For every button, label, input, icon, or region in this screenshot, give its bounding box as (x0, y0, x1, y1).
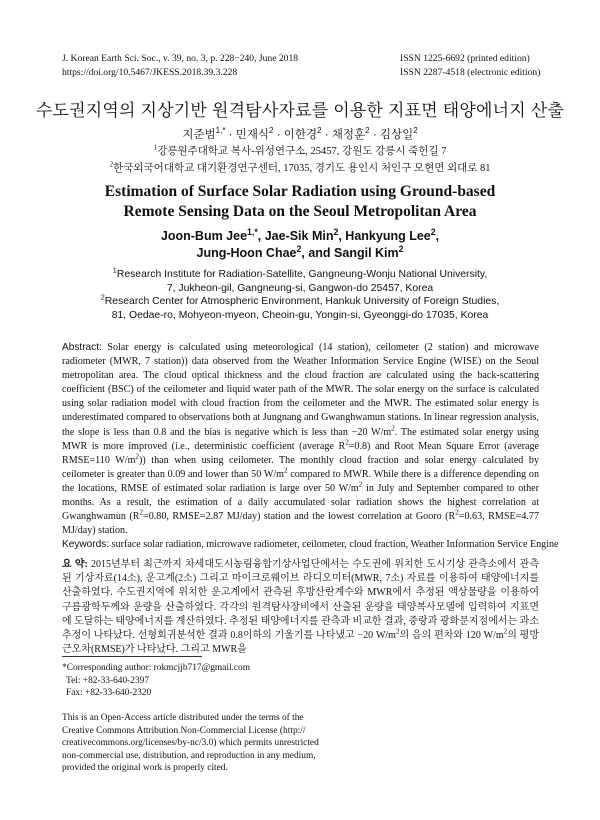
affiliation-text: 한국외국어대학교 대기환경연구센터, 17035, 경기도 용인시 처인구 모현면 외대로 81 (113, 163, 491, 174)
author-separator: , (338, 229, 346, 243)
affiliation-sup: 1 (153, 142, 158, 152)
footnote-rule (62, 656, 202, 657)
journal-citation (62, 52, 298, 80)
superscript: 2 (284, 466, 288, 475)
affiliation-line: 81, Oedae-ro, Mohyeon-myeon, Cheoin-gu, Yongin-si, Gyeonggi-do 17035, Korea (111, 309, 489, 321)
superscript: 2 (135, 452, 140, 461)
author-sup: 2 (317, 126, 322, 136)
author-sup: 2 (398, 243, 404, 254)
author-name: Sangil Kim (334, 246, 399, 260)
license-line: provided the original work is properly cited. (62, 763, 228, 774)
telephone: Tel: +82-33-640-2397 (66, 675, 150, 686)
korean-abstract-text: 의 평방근오차(RMSE)가 나타났다. 그리고 MWR을 (62, 630, 539, 656)
english-title-line: Remote Sensing Data on the Seoul Metropolitan Area (123, 203, 477, 220)
korean-abstract-text: 의 음의 편차와 120 W/m (399, 630, 504, 642)
author-sup: 2 (365, 126, 370, 136)
license-line: non-commercial use, distribution, and reproduction in any medium, (62, 750, 316, 761)
license-notice (62, 712, 319, 775)
korean-affiliation-1 (0, 143, 600, 158)
affiliation-sup: 2 (109, 159, 114, 169)
author-sup: 1,* (215, 126, 226, 136)
author-sup: 2 (269, 126, 274, 136)
issn-block (400, 52, 540, 80)
author-sup: 2 (333, 226, 339, 237)
citation-line: J. Korean Earth Sci. Soc., v. 39, no. 3, p. 228−240, June 2018 (62, 53, 299, 64)
english-authors-line (0, 245, 600, 262)
author-separator: , (257, 229, 265, 243)
corresponding-author[interactable]: *Corresponding author: rokmcjjb717@gmail.com (62, 663, 251, 673)
affiliation-line: 7, Jukheon-gil, Gangneung-si, Gangwon-do 25457, Korea (166, 282, 434, 294)
author-name: Hankyung Lee (345, 229, 431, 243)
english-title-line: Estimation of Surface Solar Radiation using Ground-based (104, 183, 496, 200)
author-sup: 2 (296, 243, 302, 254)
author-separator: · (225, 129, 236, 141)
korean-affiliation-2 (0, 160, 600, 175)
affiliation-sup: 2 (100, 292, 105, 302)
author-separator: · (273, 129, 284, 141)
author-separator: , (435, 229, 440, 243)
author-sup: 2 (430, 226, 436, 237)
abstract-text: compared to MWR. While there is a difference depending on the locations, RMSE of estimated solar radiation is large over 50 W/m (62, 468, 539, 494)
english-authors-line (0, 228, 600, 245)
fax: Fax: +82-33-640-2320 (66, 688, 152, 699)
abstract-text: . The estimated solar energy using MWR is more improved (i.e., deterministic coefficient (average R (62, 426, 539, 452)
korean-abstract-label: 요 약: (62, 559, 88, 570)
keywords-label: Keywords: (62, 539, 110, 550)
korean-title: 수도권지역의 지상기반 원격탐사자료를 이용한 지표면 태양에너지 산출 (35, 101, 565, 120)
author-name: 지준범 (182, 129, 216, 141)
affiliation-text: 강릉원주대학교 복사-위성연구소, 25457, 강원도 강릉시 죽헌길 7 (157, 146, 447, 157)
english-authors (0, 228, 600, 262)
author-sup: 1,* (247, 226, 258, 237)
affiliation-line (0, 265, 600, 282)
affiliation-line (0, 292, 600, 309)
author-name: Jung-Hoon Chae (196, 246, 297, 260)
author-sup: 2 (413, 126, 418, 136)
korean-abstract-text: 2015년부터 최근까지 차세대도시농림융합기상사업단에서는 수도권에 위치한 도시기상 관측소에서 관측된 기상자료(14소), 운고계(2소) 그리고 마이크로웨이브 라디오미터(MWR, 7소) 자료를 이용하여 태양에너지를 산출하였다. 수도권지역에 위치한 운고계에서 관측된 후방산란계수와 MWR에서 추정된 액상물량을 이용하여 구름광학두께와 운량을 산출하였다. 각각의 원격탐사장비에서 산출된 운량을 태양복사모델에 입력하여 지표면에 도달하는 태양에너지를 계산하였다. 추정된 태양에너지를 관측과 비교한 결과, 중랑과 광화문지점에서는 과소추정이 나타났다. 선형회귀분석한 결과 0.8이하의 기울기를 나타냈고 −20 W/m (62, 559, 539, 642)
author-separator: · (321, 129, 332, 141)
abstract-text: Solar energy is calculated using meteorological (14 station), ceilometer (2 station) and microwave radiometer (MWR, 7 station)) data observed from the Weather Information Service Engine (WISE) on the Seoul metropolitan area. The cloud optical thickness and the cloud fraction are calculated using the back-scattering coefficient (BSC) of the ceilometer and liquid water path of the MWR. The solar energy on the surface is calculated using solar radiation model with cloud fraction from the ceilometer and the MWR. The estimated solar energy is underestimated compared to observations both at Jungnang and Gwanghwamun stations. In linear regression analysis, the slope is less than 0.8 and the bias is negative which is less than −20 W/m (62, 342, 539, 438)
superscript: 2 (395, 627, 400, 636)
license-line: Creative Commons Attribution Non-Commercial License (http:// (62, 725, 306, 736)
abstract-text: in July and September compared to other months. As a result, the estimation of a daily accumulated solar radiation shows the highest correlation at Gwanghwamun (R (62, 482, 539, 523)
affiliation-text: Research Institute for Radiation-Satellite, Gangneung-Wonju National University, (116, 269, 488, 280)
superscript: 2 (345, 438, 349, 447)
superscript: 2 (139, 508, 144, 517)
english-affiliations (0, 265, 600, 322)
doi-link[interactable]: https://doi.org/10.5467/JKESS.2018.39.3.228 (62, 67, 238, 78)
footnote (62, 662, 250, 700)
author-separator: , and (301, 246, 335, 260)
author-separator: · (369, 129, 380, 141)
abstract-text: )) than when using ceilometer. The monthly cloud fraction and solar energy calculated by ceilometer is greater than 0.09 and lower than 50 W/m (62, 454, 539, 480)
author-name: 김상일 (379, 129, 414, 141)
affiliation-text: Research Center for Atmospheric Environment, Hankuk University of Foreign Studies, (104, 296, 500, 307)
superscript: 2 (358, 480, 363, 489)
abstract-text: =0.80, RMSE=2.87 MJ/day) station and the lowest correlation at Gooro (R (143, 511, 456, 523)
license-line: creativecommons.org/licenses/by-nc/3.0) which permits unrestricted (62, 738, 319, 749)
english-title (0, 182, 600, 222)
superscript: 2 (391, 424, 395, 433)
author-name: Joon-Bum Jee (160, 229, 248, 243)
license-line: This is an Open-Access article distributed under the terms of the (62, 713, 304, 723)
issn-print: ISSN 1225-6692 (printed edition) (400, 53, 530, 64)
keywords (62, 538, 559, 552)
superscript: 2 (503, 627, 508, 636)
keywords-text: surface solar radiation, microwave radiometer, ceilometer, cloud fraction, Weather Information Service Engine (109, 539, 559, 550)
affiliation-sup: 1 (112, 265, 117, 275)
issn-electronic: ISSN 2287-4518 (electronic edition) (400, 67, 541, 78)
author-name: 이한경 (283, 129, 318, 141)
superscript: 2 (455, 508, 459, 517)
english-abstract (62, 341, 539, 538)
korean-abstract (62, 558, 539, 657)
author-name: 채정훈 (331, 129, 366, 141)
abstract-text: =0.63, RMSE=4.77 MJ/day) station. (62, 511, 540, 537)
abstract-text: =0.8) and Root Mean Square Error (average RMSE=110 W/m (62, 440, 539, 466)
author-name: 민재식 (235, 129, 270, 141)
korean-authors (0, 126, 600, 142)
abstract-label: Abstract: (62, 342, 102, 353)
author-name: Jae-Sik Min (264, 229, 334, 243)
